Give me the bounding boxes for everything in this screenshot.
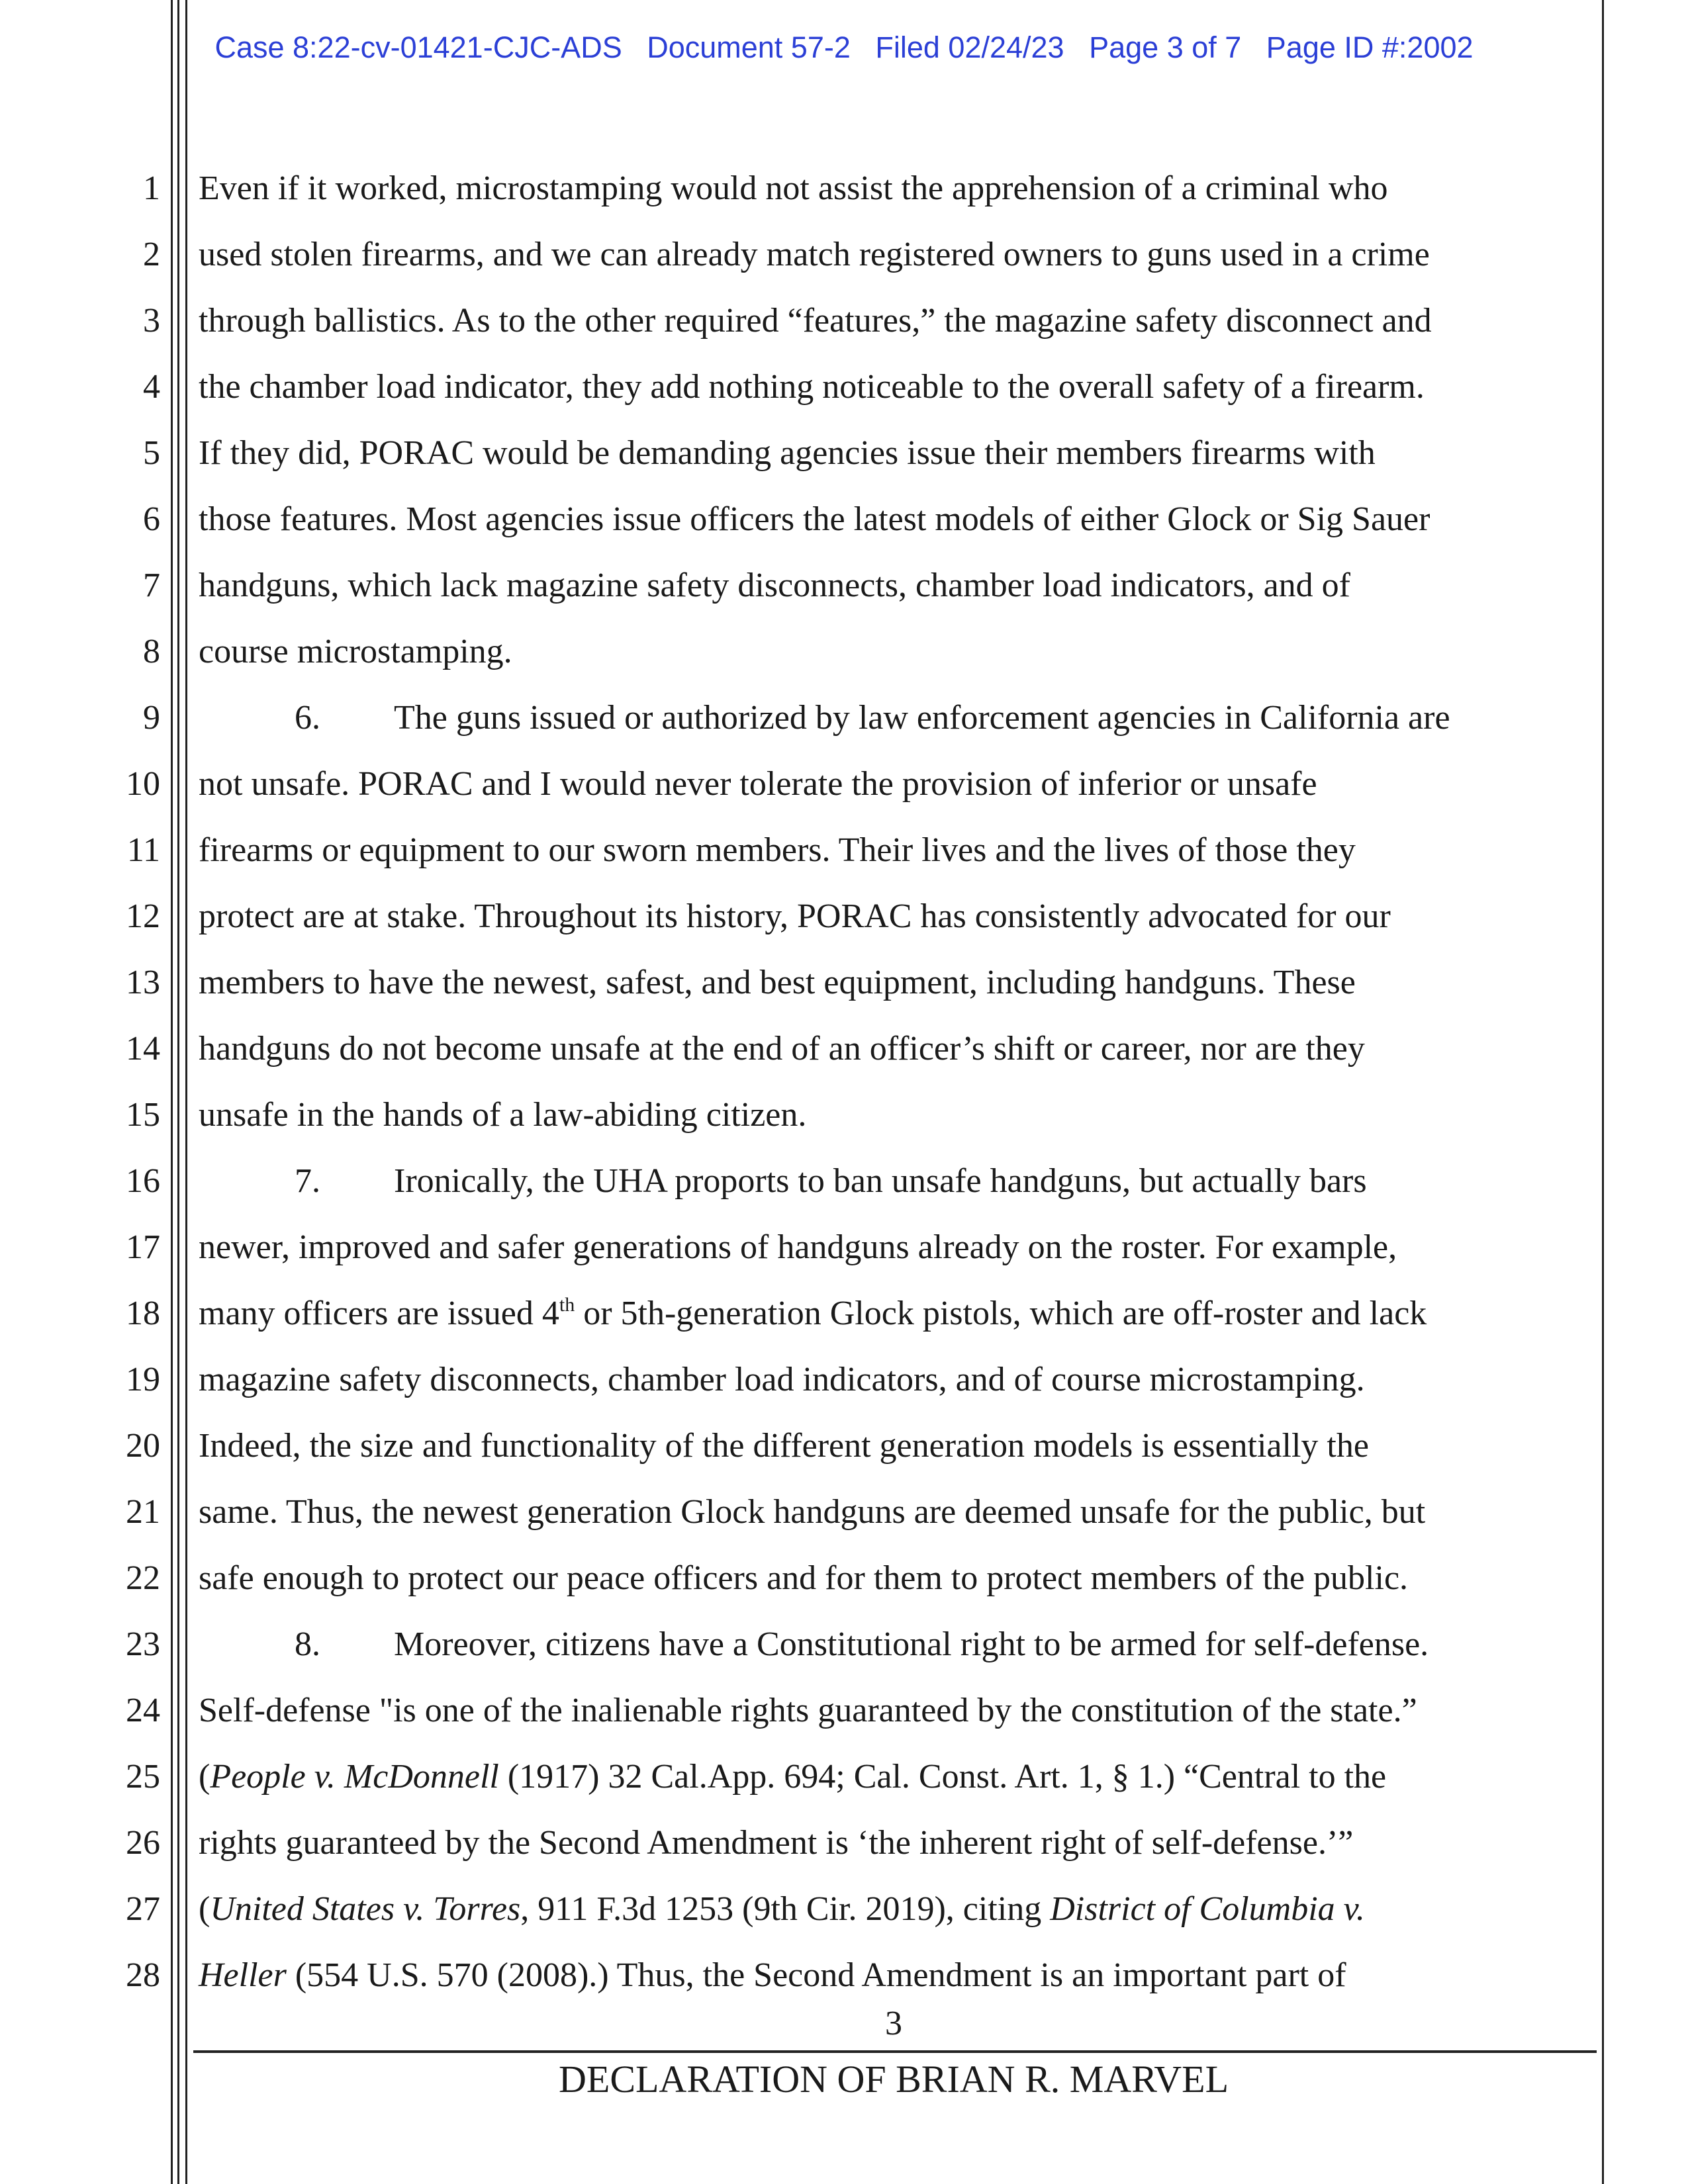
text-line: handguns, which lack magazine safety disconnects, chamber load indicators, and of <box>199 567 1350 604</box>
text-span: ( <box>199 1758 211 1796</box>
text-line: the chamber load indicator, they add nothing noticeable to the overall safety of a firearm. <box>199 368 1425 406</box>
line-number: 16 <box>126 1162 160 1200</box>
line-number: 23 <box>126 1625 160 1663</box>
text-line <box>199 1744 1386 1810</box>
line-number: 26 <box>126 1824 160 1862</box>
line-number: 25 <box>126 1758 160 1796</box>
text-span: , 911 F.3d 1253 (9th Cir. 2019), citing <box>520 1890 1051 1928</box>
text-line: Even if it worked, microstamping would not assist the apprehension of a criminal who <box>199 169 1388 207</box>
text-span: The guns issued or authorized by law enforcement agencies in California are <box>394 699 1450 737</box>
paragraph-8-first-line <box>199 1612 1429 1678</box>
line-number: 8 <box>143 633 160 670</box>
text-line: course microstamping. <box>199 633 512 670</box>
line-number: 20 <box>126 1427 160 1465</box>
line-number: 27 <box>126 1890 160 1928</box>
line-number: 4 <box>143 368 160 406</box>
text-line: unsafe in the hands of a law-abiding citizen. <box>199 1096 807 1134</box>
case-citation: United States v. Torres <box>210 1890 521 1928</box>
line-number: 13 <box>126 964 160 1001</box>
line-number: 2 <box>143 236 160 273</box>
text-line: those features. Most agencies issue officers the latest models of either Glock or Sig Sauer <box>199 500 1430 538</box>
text-line: used stolen firearms, and we can already match registered owners to guns used in a crime <box>199 236 1430 273</box>
left-margin-rule-3 <box>185 0 187 2184</box>
line-number: 10 <box>126 765 160 803</box>
text-line <box>199 1942 1346 2009</box>
text-line: If they did, PORAC would be demanding agencies issue their members firearms with <box>199 434 1376 472</box>
line-number: 9 <box>143 699 160 737</box>
superscript: th <box>559 1294 575 1316</box>
line-number: 7 <box>143 567 160 604</box>
text-span: Moreover, citizens have a Constitutional right to be armed for self-defense. <box>394 1625 1429 1663</box>
paragraph-6-first-line <box>199 685 1450 751</box>
text-line: Indeed, the size and functionality of the different generation models is essentially the <box>199 1427 1369 1465</box>
text-line: same. Thus, the newest generation Glock handguns are deemed unsafe for the public, but <box>199 1493 1426 1531</box>
text-span: or 5th-generation Glock pistols, which are off-roster and lack <box>575 1295 1427 1332</box>
line-number: 11 <box>126 831 160 869</box>
case-citation: Heller <box>199 1956 287 1994</box>
paragraph-number: 7. <box>295 1162 320 1200</box>
line-number: 24 <box>126 1692 160 1729</box>
left-margin-rule-2 <box>177 0 179 2184</box>
line-number: 14 <box>126 1030 160 1068</box>
text-span: (554 U.S. 570 (2008).) Thus, the Second Amendment is an important part of <box>286 1956 1346 1994</box>
text-line: rights guaranteed by the Second Amendment is ‘the inherent right of self-defense.’” <box>199 1824 1354 1862</box>
text-span: Ironically, the UHA proports to ban unsafe handguns, but actually bars <box>394 1162 1367 1200</box>
line-number: 17 <box>126 1228 160 1266</box>
line-number: 12 <box>126 897 160 935</box>
case-header: Case 8:22-cv-01421-CJC-ADS Document 57-2 Filed 02/24/23 Page 3 of 7 Page ID #:2002 <box>214 30 1474 64</box>
line-number: 1 <box>143 169 160 207</box>
text-line: members to have the newest, safest, and best equipment, including handguns. These <box>199 964 1356 1001</box>
right-margin-rule <box>1602 0 1604 2184</box>
text-span: (1917) 32 Cal.App. 694; Cal. Const. Art. 1, § 1.) “Central to the <box>498 1758 1387 1796</box>
text-span: many officers are issued 4 <box>199 1295 559 1332</box>
text-line: handguns do not become unsafe at the end of an officer’s shift or career, nor are they <box>199 1030 1365 1068</box>
text-line <box>199 1876 1365 1942</box>
footer-title: DECLARATION OF BRIAN R. MARVEL <box>559 2058 1229 2101</box>
line-number: 3 <box>143 302 160 340</box>
text-line: Self-defense "is one of the inalienable rights guaranteed by the constitution of the state.” <box>199 1692 1417 1729</box>
case-citation: District of Columbia v. <box>1050 1890 1365 1928</box>
paragraph-number: 6. <box>295 699 320 737</box>
text-line: through ballistics. As to the other required “features,” the magazine safety disconnect and <box>199 302 1432 340</box>
text-line: firearms or equipment to our sworn members. Their lives and the lives of those they <box>199 831 1356 869</box>
case-citation: People v. McDonnell <box>210 1758 499 1796</box>
left-margin-rule-1 <box>171 0 173 2184</box>
line-number: 19 <box>126 1361 160 1398</box>
paragraph-number: 8. <box>295 1625 320 1663</box>
text-line: not unsafe. PORAC and I would never tolerate the provision of inferior or unsafe <box>199 765 1317 803</box>
text-line: magazine safety disconnects, chamber load indicators, and of course microstamping. <box>199 1361 1365 1398</box>
line-number: 21 <box>126 1493 160 1531</box>
line-number: 6 <box>143 500 160 538</box>
line-number: 28 <box>126 1956 160 1994</box>
line-number: 22 <box>126 1559 160 1597</box>
text-line <box>199 1281 1427 1347</box>
text-line: newer, improved and safer generations of handguns already on the roster. For example, <box>199 1228 1397 1266</box>
page-number: 3 <box>885 2005 902 2042</box>
paragraph-7-first-line <box>199 1148 1367 1214</box>
line-number: 5 <box>143 434 160 472</box>
line-number: 15 <box>126 1096 160 1134</box>
footer-rule <box>193 2050 1597 2053</box>
text-span: ( <box>199 1890 211 1928</box>
text-line: protect are at stake. Throughout its history, PORAC has consistently advocated for our <box>199 897 1391 935</box>
line-number: 18 <box>126 1295 160 1332</box>
text-line: safe enough to protect our peace officers and for them to protect members of the public. <box>199 1559 1409 1597</box>
